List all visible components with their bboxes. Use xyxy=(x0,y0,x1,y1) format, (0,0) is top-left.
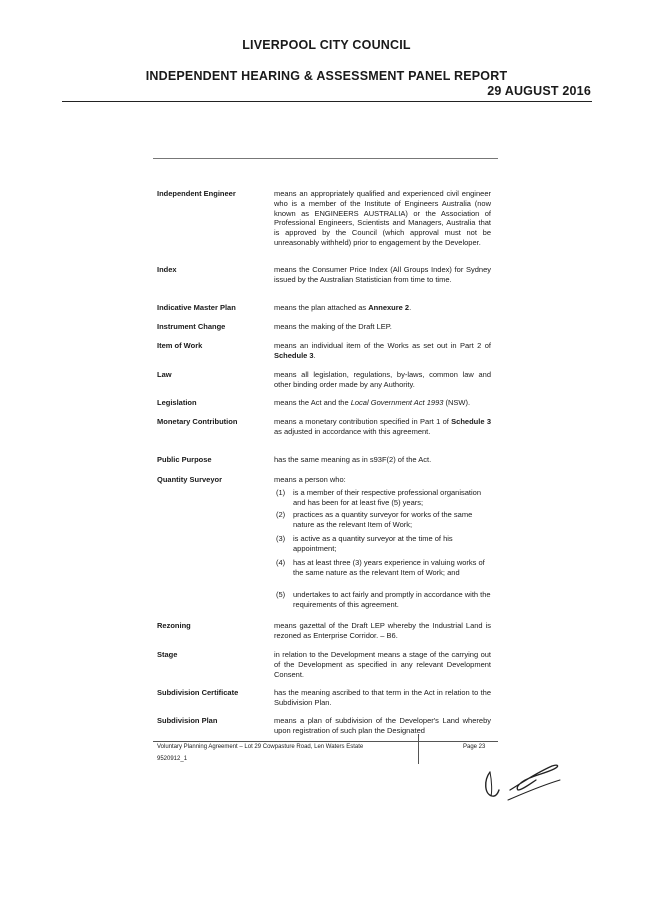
term-rezoning: Rezoning xyxy=(157,621,191,630)
definition-text: means the Act and the xyxy=(274,398,351,407)
list-item-number: (5) xyxy=(276,590,286,599)
definition-text: as adjusted in accordance with this agreement. xyxy=(274,426,431,436)
definition-text: . xyxy=(313,350,316,360)
definition-quantity-surveyor: means a person who: xyxy=(274,475,346,484)
definition-bold-ref: Schedule 3 xyxy=(274,350,314,360)
definition-text: means the plan attached as xyxy=(274,303,369,312)
header-rule xyxy=(62,101,592,102)
footer-divider xyxy=(418,734,419,764)
definition-rezoning: means gazettal of the Draft LEP whereby the Industrial Land is rezoned as Enterprise Corridor. – B6. xyxy=(274,621,491,640)
definition-subdivision-certificate: has the meaning ascribed to that term in the Act in relation to the Subdivision Plan. xyxy=(274,688,491,707)
list-item-text: is active as a quantity surveyor at the time of his appointment; xyxy=(293,534,453,553)
term-instrument-change: Instrument Change xyxy=(157,322,226,331)
footer-document-ref: 9520912_1 xyxy=(157,756,188,762)
definition-indicative-master-plan xyxy=(274,303,491,313)
definition-item-of-work xyxy=(274,341,491,361)
definition-bold-ref: Annexure 2 xyxy=(368,303,410,312)
list-item-text: practices as a quantity surveyor for works of the same nature as the relevant Item of Work; xyxy=(293,510,473,529)
header-council: LIVERPOOL CITY COUNCIL xyxy=(242,38,411,52)
list-item-number: (1) xyxy=(276,488,286,497)
term-legislation: Legislation xyxy=(157,398,197,407)
footer-agreement-title: Voluntary Planning Agreement – Lot 29 Cowpasture Road, Len Waters Estate xyxy=(157,744,364,750)
definition-text: (NSW). xyxy=(443,398,471,407)
term-index: Index xyxy=(157,265,177,274)
footer-page-number: Page 23 xyxy=(463,744,486,750)
list-item-number: (3) xyxy=(276,534,286,543)
definition-index: means the Consumer Price Index (All Groups Index) for Sydney issued by the Australian Statistician from time to time. xyxy=(274,265,491,284)
definition-text: means a monetary contribution specified in Part 1 of xyxy=(274,417,452,426)
term-indicative-master-plan: Indicative Master Plan xyxy=(157,303,236,312)
term-stage: Stage xyxy=(157,650,178,659)
definition-public-purpose: has the same meaning as in s93F(2) of the Act. xyxy=(274,455,432,464)
definition-italic-ref: Local Government Act 1993 xyxy=(350,398,444,407)
term-subdivision-certificate: Subdivision Certificate xyxy=(157,688,239,697)
list-item-number: (4) xyxy=(276,558,286,567)
definition-text: . xyxy=(409,303,412,312)
list-item-number: (2) xyxy=(276,510,286,519)
term-quantity-surveyor: Quantity Surveyor xyxy=(157,475,223,484)
definition-law: means all legislation, regulations, by-laws, common law and other binding order made by any Authority. xyxy=(274,370,491,389)
definition-text: means an individual item of the Works as set out in Part 2 of xyxy=(274,341,491,350)
term-public-purpose: Public Purpose xyxy=(157,455,212,464)
term-subdivision-plan: Subdivision Plan xyxy=(157,716,218,725)
list-item-text: is a member of their respective professional organisation and has been for at least five (5) years; xyxy=(293,488,482,507)
page-top-rule xyxy=(153,158,498,159)
footer-rule xyxy=(153,741,498,742)
definition-bold-ref: Schedule 3 xyxy=(451,417,492,426)
header-date: 29 AUGUST 2016 xyxy=(487,84,591,98)
definition-subdivision-plan: means a plan of subdivision of the Developer's Land whereby upon registration of such plan the Designated xyxy=(274,716,491,735)
definition-instrument-change: means the making of the Draft LEP. xyxy=(274,322,392,331)
list-item-text: undertakes to act fairly and promptly in accordance with the requirements of this agreement. xyxy=(293,590,491,609)
header-report-title: INDEPENDENT HEARING & ASSESSMENT PANEL REPORT xyxy=(145,69,508,83)
definition-stage: in relation to the Development means a stage of the carrying out of the Development as specified in any relevant Development Consent. xyxy=(274,650,491,679)
term-law: Law xyxy=(157,370,172,379)
list-item-text: has at least three (3) years experience in valuing works of the same nature as the relevant Item of Work; and xyxy=(293,558,485,577)
signature-initials xyxy=(478,760,568,802)
definition-monetary-contribution xyxy=(274,417,491,437)
definition-independent-engineer: means an appropriately qualified and experienced civil engineer who is a member of the Institute of Engineers Australia (now known as ENGINEERS AUSTRALIA) or the Association of Professional Engineers, Scientists and Managers, Australia that is approved by the Council (which approval must not be unreasonably withheld) prior to engagement by the Developer. xyxy=(274,189,491,247)
term-item-of-work: Item of Work xyxy=(157,341,203,350)
term-monetary-contribution: Monetary Contribution xyxy=(157,417,238,426)
definition-legislation xyxy=(274,398,491,408)
term-independent-engineer: Independent Engineer xyxy=(157,189,236,198)
